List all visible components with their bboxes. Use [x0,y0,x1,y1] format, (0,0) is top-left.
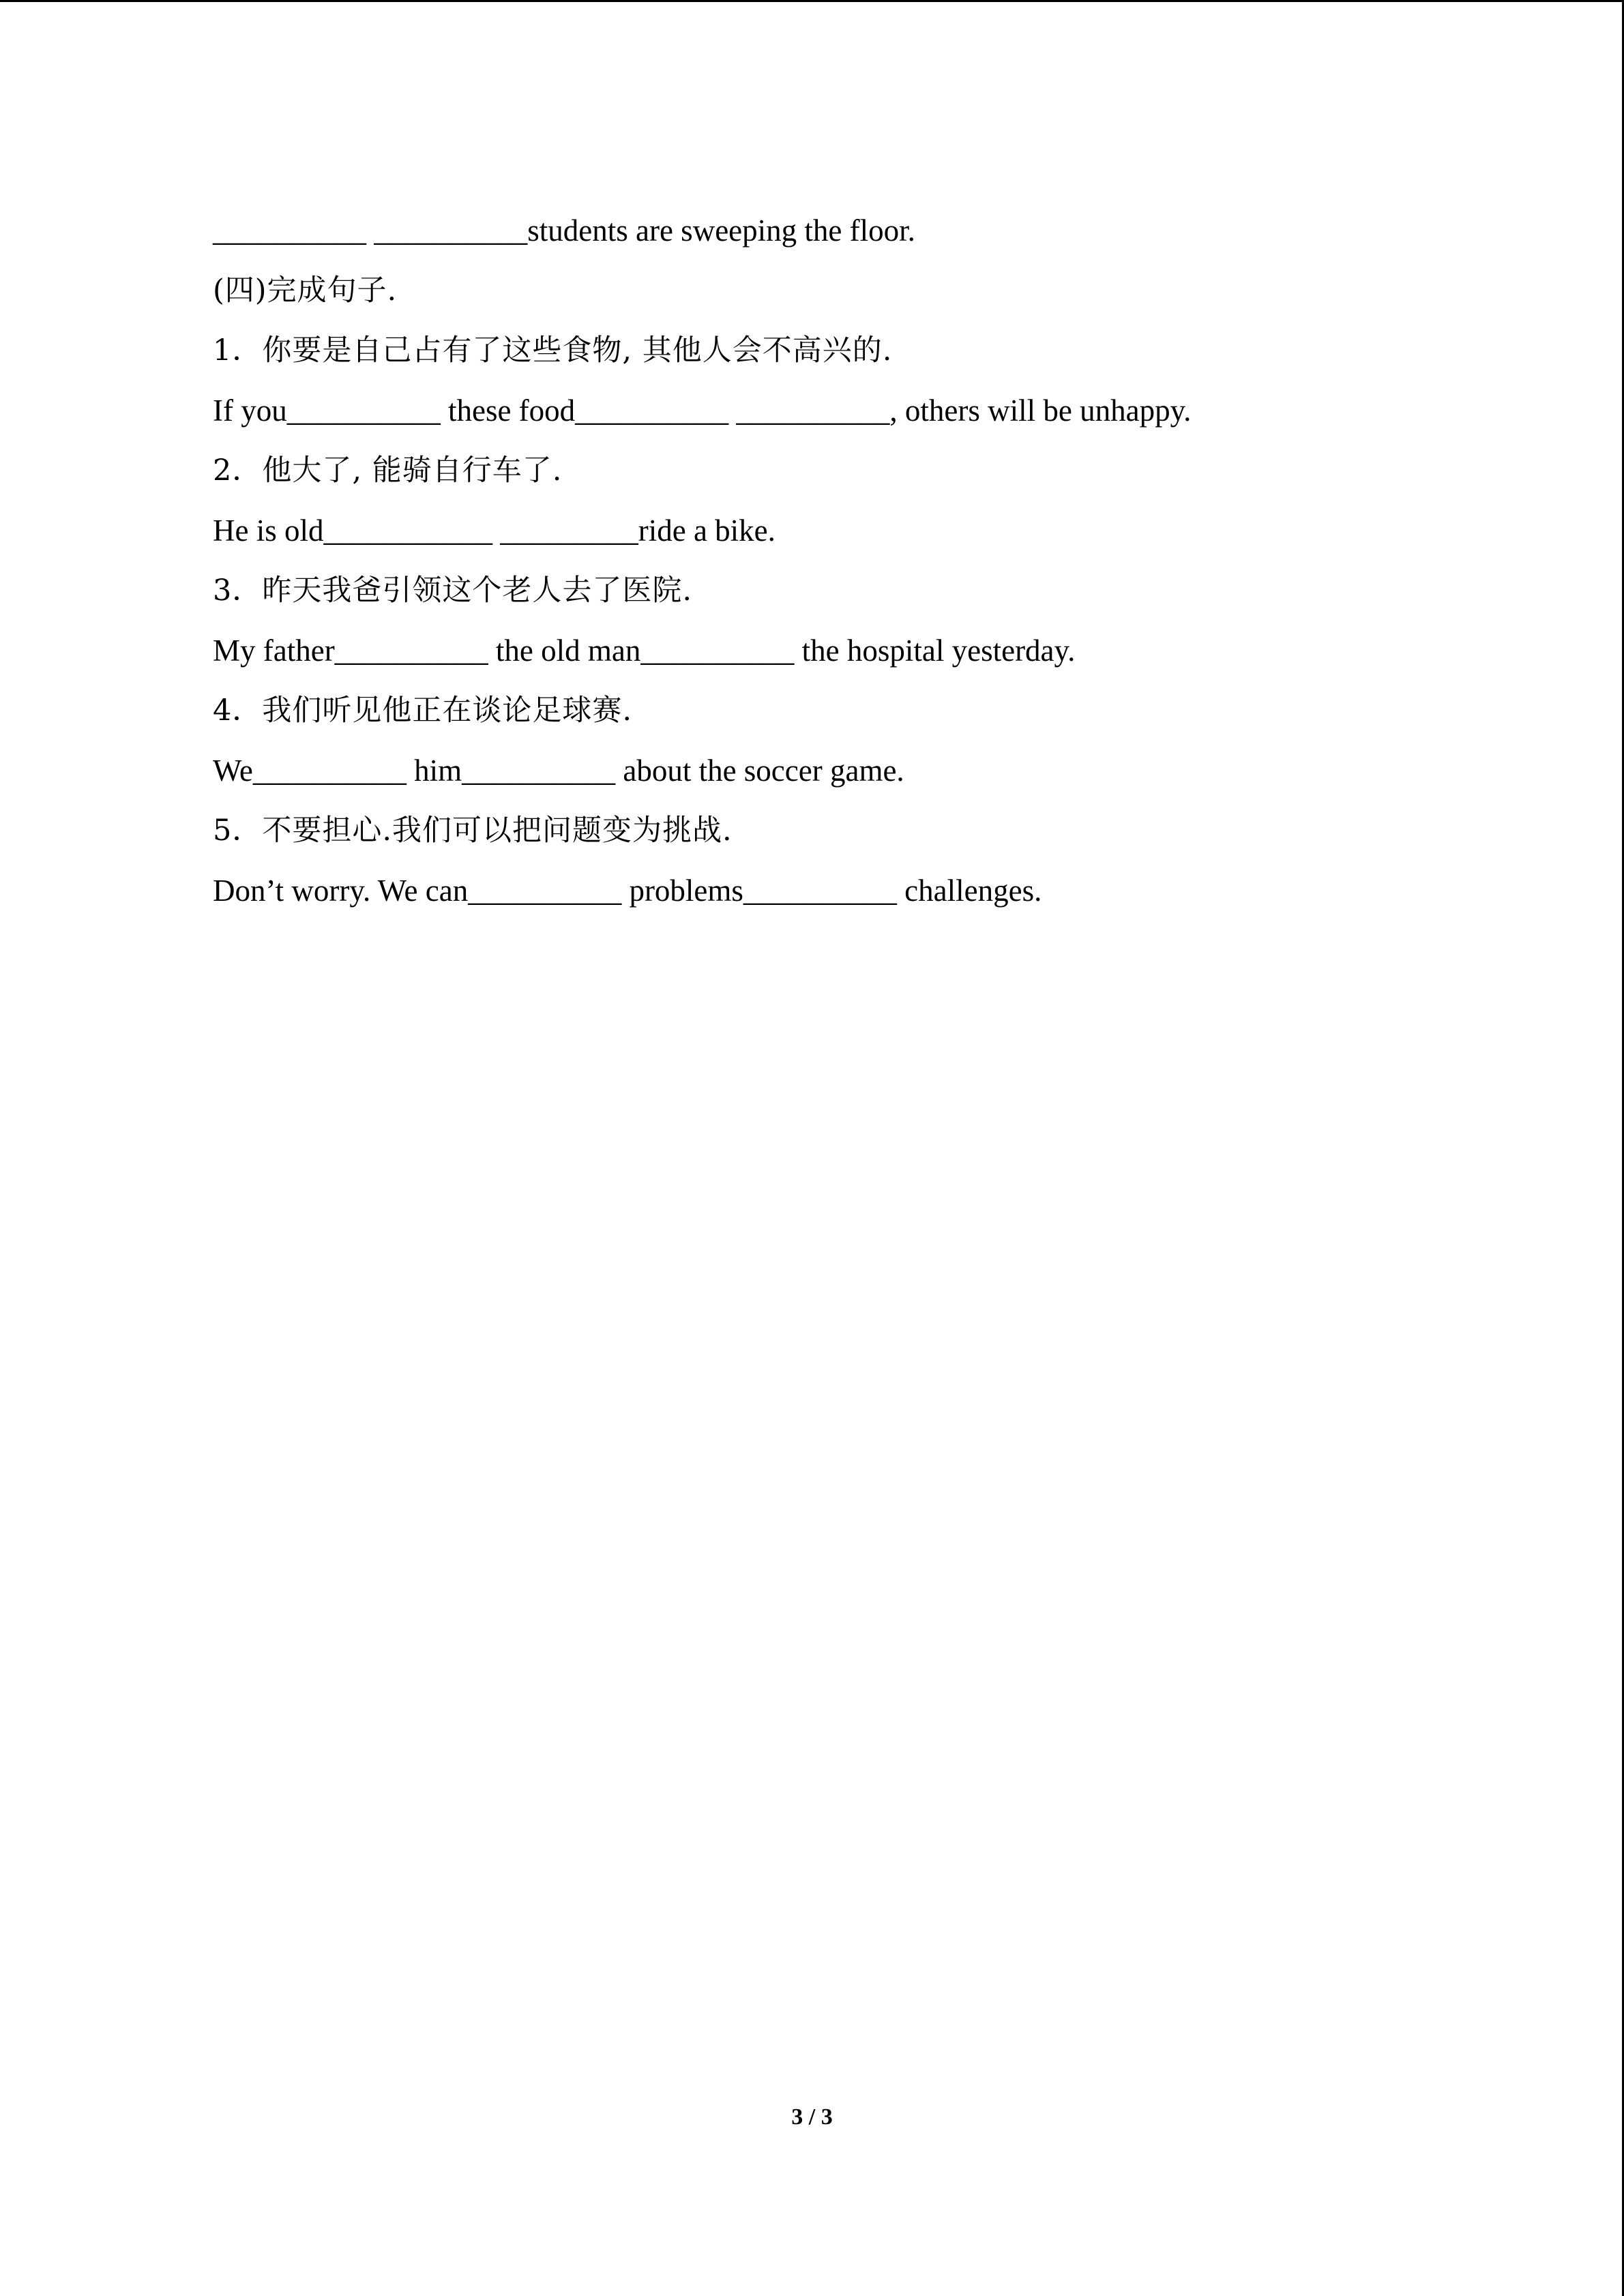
question-3-english: My father__________ the old man__________ the hospital yesterday. [213,633,1076,668]
question-5-english: Don’t worry. We can__________ problems__________ challenges. [213,874,1042,908]
page-top-border [0,0,1624,2]
question-3-chinese: 3．昨天我爸引领这个老人去了医院. [213,573,693,608]
question-1-english: If you__________ these food__________ __________, others will be unhappy. [213,393,1192,428]
question-4-chinese: 4．我们听见他正在谈论足球赛. [213,694,633,728]
question-5-chinese: 5．不要担心.我们可以把问题变为挑战. [213,814,733,848]
question-1-chinese: 1．你要是自己占有了这些食物, 其他人会不高兴的. [213,333,893,368]
question-4-english: We__________ him__________ about the soccer game. [213,754,904,788]
section-heading-complete-sentences: (四)完成句子. [213,273,398,308]
page-number: 3 / 3 [791,2104,833,2130]
worksheet-body [213,211,1441,931]
exercise-line-1: __________ __________students are sweeping the floor. [213,213,915,248]
question-2-chinese: 2．他大了, 能骑自行车了. [213,453,563,488]
question-2-english: He is old___________ _________ride a bike. [213,513,776,548]
